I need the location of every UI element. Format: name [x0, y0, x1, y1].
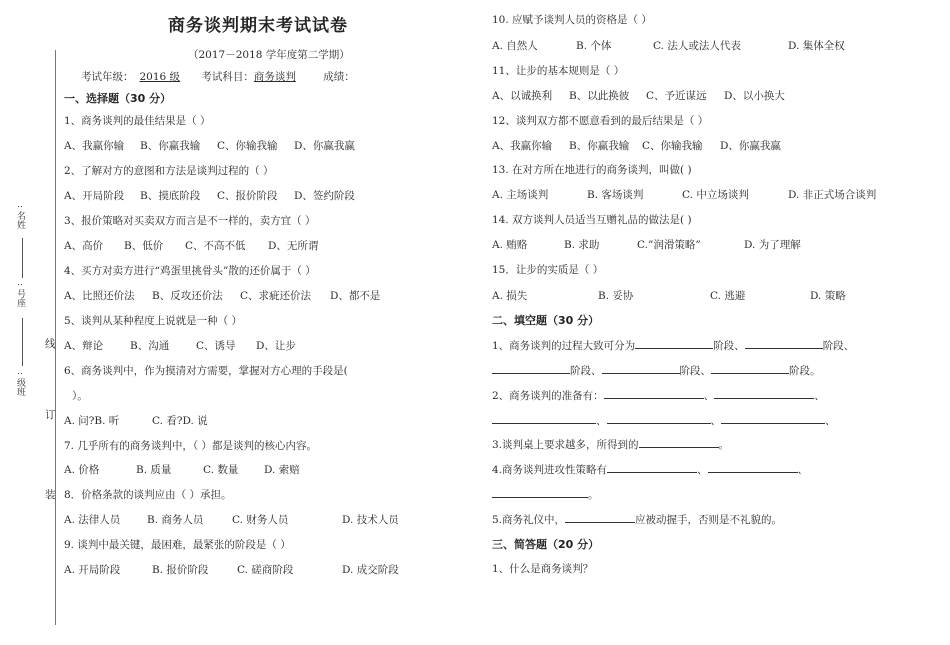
page-title: 商务谈判期末考试试卷 [168, 16, 348, 36]
fill-q1-stage-1: 阶段、 [713, 340, 745, 352]
fill-q3-end: 。 [718, 439, 730, 451]
fill-q1-stage-4: 阶段、 [679, 365, 711, 377]
q13-option-a: A. 主场谈判 [492, 189, 549, 201]
q6-option-a: A. 问?B. 听 [64, 415, 120, 427]
q13-option-d: D. 非正式场合谈判 [788, 189, 877, 201]
q8-option-d: D. 技术人员 [342, 514, 399, 526]
q15-option-b: B. 妥协 [598, 290, 634, 302]
fill-q4-end: 。 [588, 489, 599, 501]
question-8-stem: 8．价格条款的谈判应由（ ）承担。 [64, 489, 232, 501]
fill-q4-sep-2: 、 [797, 464, 809, 476]
fill-question-5 [492, 511, 782, 527]
fill-question-2-cont [492, 412, 836, 428]
question-2-stem: 2、了解对方的意图和方法是谈判过程的（ ） [64, 165, 274, 177]
fill-question-1 [492, 337, 854, 353]
q2-option-b: B、摸底阶段 [140, 190, 201, 202]
fill-q2-blank-3[interactable] [492, 412, 596, 424]
fill-q1-stage-2: 阶段、 [822, 340, 855, 352]
exam-info-row [81, 69, 355, 84]
q5-option-a: A、辩论 [64, 340, 104, 352]
fill-q3-blank[interactable] [639, 436, 719, 448]
q3-option-a: A、高价 [64, 240, 104, 252]
q5-option-b: B、沟通 [130, 340, 170, 352]
q7-option-b: B. 质量 [136, 464, 172, 476]
q11-option-a: A、以诚换利 [492, 90, 553, 102]
question-14-stem: 14. 双方谈判人员适当互赠礼品的做法是( ) [492, 214, 692, 226]
q1-option-c: C、你输我输 [217, 140, 278, 152]
fill-q1-stage-3: 阶段、 [570, 365, 602, 377]
q7-option-d: D. 索赔 [264, 464, 300, 476]
name-label: : 名姓 [15, 205, 25, 229]
seat-label: : 号座 [15, 283, 25, 307]
fill-q1-blank-5[interactable] [711, 362, 789, 374]
q5-option-c: C、诱导 [196, 340, 236, 352]
question-12-stem: 12、谈判双方都不愿意看到的最后结果是（ ） [492, 115, 709, 127]
fill-q4-blank-3[interactable] [492, 486, 588, 498]
q6-option-c: C. 看?D. 说 [152, 415, 208, 427]
q3-option-c: C、不高不低 [185, 240, 246, 252]
q11-option-b: B、以此换彼 [569, 90, 630, 102]
q7-option-a: A. 价格 [64, 464, 100, 476]
question-9-stem: 9. 谈判中最关键，最困难，最紧张的阶段是（ ） [64, 539, 291, 551]
q3-option-d: D、无所谓 [268, 240, 319, 252]
seat-blank [22, 318, 23, 366]
question-15-stem: 15．让步的实质是（ ） [492, 264, 604, 276]
grade-label: 考试年级： [81, 71, 134, 83]
q14-option-b: B. 求助 [564, 239, 600, 251]
fill-q2-blank-4[interactable] [607, 412, 711, 424]
q8-option-a: A. 法律人员 [64, 514, 121, 526]
fill-q5-text: 5.商务礼仪中， [492, 514, 566, 526]
q8-option-b: B. 商务人员 [147, 514, 204, 526]
q11-option-d: D、以小换大 [724, 90, 785, 102]
section1-heading: 一、选择题（30 分） [64, 92, 172, 105]
fill-q2-sep-2: 、 [814, 390, 825, 402]
fill-q2-sep-4: 、 [710, 415, 721, 427]
q1-option-a: A、我赢你输 [64, 140, 125, 152]
q12-option-a: A、我赢你输 [492, 140, 553, 152]
fill-question-4-cont [492, 486, 599, 502]
q2-option-c: C、报价阶段 [217, 190, 278, 202]
q4-option-d: D、都不是 [330, 290, 381, 302]
question-4-stem: 4、买方对卖方进行“鸡蛋里挑骨头”散的还价属于（ ） [64, 265, 316, 277]
q14-option-a: A. 贿赂 [492, 239, 528, 251]
subject-label: 考试科目： [201, 71, 254, 83]
short-answer-question-1: 1、什么是商务谈判？ [492, 563, 594, 575]
fill-q5-end: 应被动握手，否则是不礼貌的。 [635, 514, 783, 526]
fill-question-4 [492, 461, 808, 477]
q8-option-c: C. 财务人员 [232, 514, 289, 526]
fill-question-2 [492, 387, 825, 403]
q9-option-b: B. 报价阶段 [152, 564, 209, 576]
q14-option-c: C.”润滑策略” [637, 239, 701, 251]
q4-option-a: A、比照还价法 [64, 290, 135, 302]
q4-option-c: C、求疵还价法 [240, 290, 312, 302]
q12-option-b: B、你赢我输 [569, 140, 630, 152]
fill-question-1-cont [492, 362, 821, 378]
fill-q2-text: 2、商务谈判的准备有： [492, 390, 604, 402]
q2-option-a: A、开局阶段 [64, 190, 125, 202]
question-6-stem-end: ）。 [72, 390, 88, 402]
q2-option-d: D、签约阶段 [294, 190, 355, 202]
score-label: 成绩： [323, 71, 355, 83]
q10-option-b: B. 个体 [576, 40, 612, 52]
q14-option-d: D. 为了理解 [744, 239, 801, 251]
fill-q3-text: 3.谈判桌上要求越多，所得到的 [492, 439, 639, 451]
fill-q2-blank-5[interactable] [721, 412, 825, 424]
binding-mark-ding: 订 [45, 409, 56, 421]
binding-mark-xian: 线 [45, 338, 56, 350]
question-10-stem: 10. 应赋予谈判人员的资格是（ ） [492, 14, 652, 26]
fill-q1-blank-3[interactable] [492, 362, 570, 374]
fill-q1-text: 1、商务谈判的过程大致可分为 [492, 340, 636, 352]
fill-q2-sep-3: 、 [596, 415, 607, 427]
q13-option-b: B. 客场谈判 [587, 189, 644, 201]
fill-q1-stage-5: 阶段。 [789, 365, 821, 377]
q9-option-d: D. 成交阶段 [342, 564, 399, 576]
question-7-stem: 7. 几乎所有的商务谈判中，（ ）都是谈判的核心内容。 [64, 440, 317, 452]
question-5-stem: 5、谈判从某种程度上说就是一种（ ） [64, 315, 243, 327]
fill-q2-blank-2[interactable] [714, 387, 814, 399]
fill-q1-blank-2[interactable] [745, 337, 823, 349]
q12-option-c: C、你输我输 [642, 140, 703, 152]
name-blank [22, 238, 23, 278]
q1-option-b: B、你赢我输 [140, 140, 201, 152]
q1-option-d: D、你赢我赢 [294, 140, 355, 152]
binding-mark-zhuang: 装 [45, 489, 56, 501]
fill-q5-blank[interactable] [565, 511, 635, 523]
section2-heading: 二、填空题（30 分） [492, 314, 600, 327]
term-subtitle: （2017－2018 学年度第二学期） [188, 49, 350, 61]
question-6-stem: 6、商务谈判中，作为摸清对方需要，掌握对方心理的手段是( [64, 365, 348, 377]
fill-q2-sep-5: 、 [825, 415, 836, 427]
q3-option-b: B、低价 [124, 240, 164, 252]
q10-option-d: D. 集体全权 [788, 40, 845, 52]
question-13-stem: 13. 在对方所在地进行的商务谈判，叫做( ) [492, 164, 692, 176]
fill-q1-blank-4[interactable] [602, 362, 680, 374]
q15-option-d: D. 策略 [810, 290, 846, 302]
q4-option-b: B、反攻还价法 [152, 290, 223, 302]
q10-option-c: C. 法人或法人代表 [653, 40, 741, 52]
section3-heading: 三、简答题（20 分） [492, 538, 600, 551]
q9-option-a: A. 开局阶段 [64, 564, 121, 576]
fill-q2-sep-1: 、 [703, 390, 715, 402]
fill-q4-blank-1[interactable] [607, 461, 697, 473]
question-1-stem: 1、商务谈判的最佳结果是（ ） [64, 115, 211, 127]
class-label: : 级班 [15, 372, 25, 396]
question-3-stem: 3、报价策略对买卖双方而言是不一样的，卖方宜（ ） [64, 215, 316, 227]
q12-option-d: D、你赢我赢 [720, 140, 781, 152]
question-11-stem: 11、让步的基本规则是（ ） [492, 65, 625, 77]
q7-option-c: C. 数量 [203, 464, 239, 476]
subject-value: 商务谈判 [253, 71, 296, 83]
fill-q4-blank-2[interactable] [708, 461, 798, 473]
q11-option-c: C、予近谋远 [646, 90, 707, 102]
fill-q2-blank-1[interactable] [604, 387, 704, 399]
q10-option-a: A. 自然人 [492, 40, 538, 52]
q15-option-a: A. 损失 [492, 290, 528, 302]
grade-value: 2016 级 [139, 71, 181, 83]
q13-option-c: C. 中立场谈判 [682, 189, 749, 201]
fill-q1-blank-1[interactable] [635, 337, 713, 349]
q5-option-d: D、让步 [256, 340, 296, 352]
fill-q4-text: 4.商务谈判进攻性策略有 [492, 464, 608, 476]
fill-question-3 [492, 436, 729, 452]
q15-option-c: C. 逃避 [710, 290, 746, 302]
q9-option-c: C. 磋商阶段 [237, 564, 294, 576]
fill-q4-sep-1: 、 [697, 464, 708, 476]
